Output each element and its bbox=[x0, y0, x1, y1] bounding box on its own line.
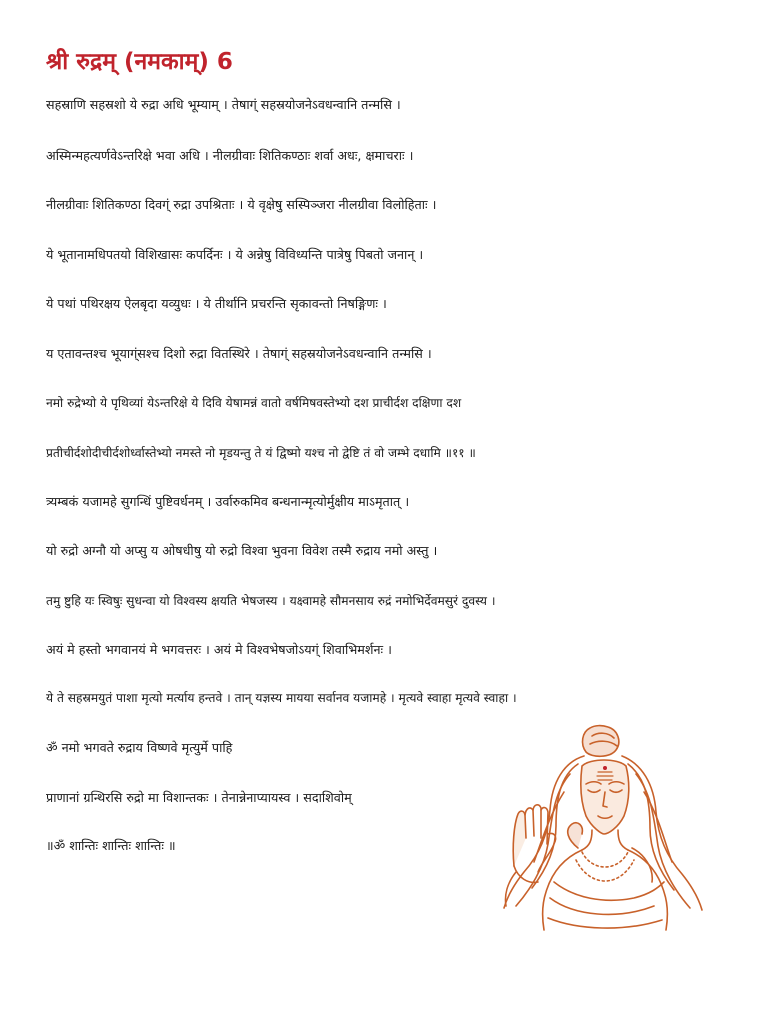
shiva-illustration bbox=[494, 722, 716, 932]
verse-line: ॥ॐ शान्तिः शान्तिः शान्तिः ॥ bbox=[46, 838, 176, 853]
verse-line: य एतावन्तश्च भूयाग्ंसश्च दिशो रुद्रा वितस्थिरे । तेषाग्ं सहस्रयोजनेऽवधन्वानि तन्मसि । bbox=[46, 346, 432, 361]
verse-line: ये ते सहस्रमयुतं पाशा मृत्यो मर्त्याय हन्तवे । तान् यज्ञस्य मायया सर्वानव यजामहे । मृत्यवे स्वाहा मृत्यवे स्वाहा । bbox=[46, 691, 517, 705]
verse-line: तमु ष्टुहि यः स्विषुः सुधन्वा यो विश्वस्य क्षयति भेषजस्य । यक्ष्वामहे सौमनसाय रुद्रं नमोभिर्देवमसुरं दुवस्य । bbox=[46, 594, 496, 608]
page-title: श्री रुद्रम् (नमकाम्) 6 bbox=[46, 49, 233, 75]
verse-line: ये पथां पथिरक्षय ऐलबृदा यव्युधः । ये तीर्थानि प्रचरन्ति सृकावन्तो निषङ्गिणः । bbox=[46, 296, 387, 311]
verse-line: नीलग्रीवाः शितिकण्ठा दिवग्ं रुद्रा उपश्रिताः । ये वृक्षेषु सस्पिञ्जरा नीलग्रीवा विलोहिताः । bbox=[46, 197, 437, 212]
verse-line: सहस्राणि सहस्रशो ये रुद्रा अधि भूम्याम् । तेषाग्ं सहस्रयोजनेऽवधन्वानि तन्मसि । bbox=[46, 97, 401, 112]
verse-line: अस्मिन्महत्यर्णवेऽन्तरिक्षे भवा अधि । नीलग्रीवाः शितिकण्ठाः शर्वा अधः, क्षमाचराः । bbox=[46, 148, 414, 163]
verse-line: नमो रुद्रेभ्यो ये पृथिव्यां येऽन्तरिक्षे ये दिवि येषामन्नं वातो वर्षमिषवस्तेभ्यो दश प्राचीर्दश दक्षिणा दश bbox=[46, 396, 462, 410]
verse-line: ये भूतानामधिपतयो विशिखासः कपर्दिनः । ये अन्नेषु विविध्यन्ति पात्रेषु पिबतो जनान् । bbox=[46, 247, 424, 262]
verse-line: ॐ नमो भगवते रुद्राय विष्णवे मृत्युर्मे पाहि bbox=[46, 740, 233, 755]
verse-line: त्र्यम्बकं यजामहे सुगन्धिं पुष्टिवर्धनम् । उर्वारुकमिव बन्धनान्मृत्योर्मुक्षीय माऽमृतात् । bbox=[46, 494, 410, 509]
verse-line: प्राणानां ग्रन्थिरसि रुद्रो मा विशान्तकः । तेनान्नेनाप्यायस्व । सदाशिवोम् bbox=[46, 790, 352, 805]
verse-line: अयं मे हस्तो भगवानयं मे भगवत्तरः । अयं मे विश्वभेषजोऽयग्ं शिवाभिमर्शनः । bbox=[46, 642, 392, 657]
verse-line: यो रुद्रो अग्नौ यो अप्सु य ओषधीषु यो रुद्रो विश्वा भुवना विवेश तस्मै रुद्राय नमो अस्तु । bbox=[46, 543, 438, 558]
verse-line: प्रतीचीर्दशोदीचीर्दशोर्ध्वास्तेभ्यो नमस्ते नो मृडयन्तु ते यं द्विष्मो यश्च नो द्वेष्टि तं वो जम्भे दधामि ॥११ ॥ bbox=[46, 446, 476, 460]
